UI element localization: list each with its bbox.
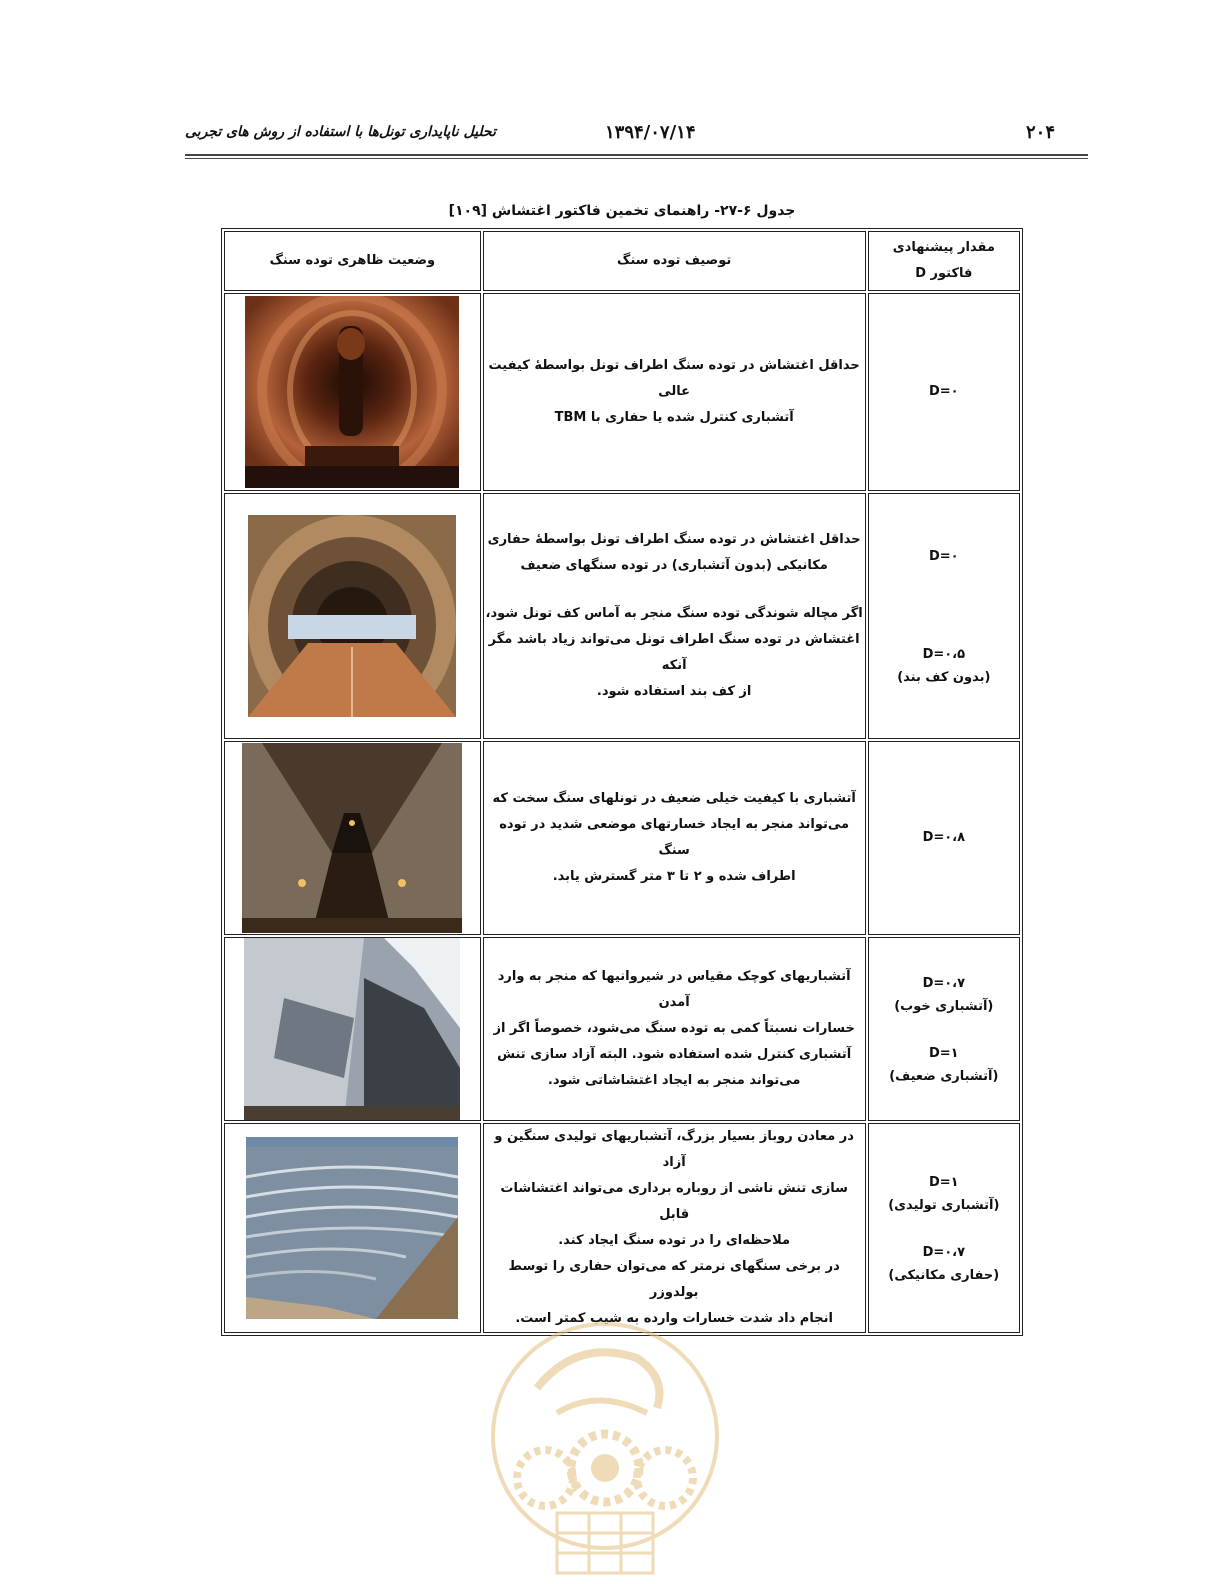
rock-slope-photo — [244, 938, 460, 1120]
page-header — [185, 120, 1055, 150]
tbm-tunnel-photo — [245, 296, 459, 488]
d-value-cell: D=۰،۸ — [868, 741, 1020, 935]
image-cell — [224, 937, 481, 1121]
header-description: توصیف توده سنگ — [483, 231, 866, 291]
table-row — [224, 1123, 1020, 1333]
table-row — [224, 741, 1020, 935]
blasted-tunnel-photo — [242, 743, 462, 933]
header-d-factor: مقدار پیشنهادی فاکتور D — [868, 231, 1020, 291]
header-date: ۱۳۹۴/۰۷/۱۴ — [605, 122, 696, 143]
table-caption: جدول ۶-۲۷- راهنمای تخمین فاکتور اغتشاش [۱۰۹] — [448, 203, 796, 219]
table-header-row — [224, 231, 1020, 291]
d-value-cell: D=۰،۷ (آتشباری خوب) D=۱ (آتشباری ضعیف) — [868, 937, 1020, 1121]
description-cell: آتشباریهای کوچک مقیاس در شیروانیها که منجر به وارد آمدن خسارات نسبتاً کمی به توده سنگ می‌شود، خصوصاً اگر از آتشباری کنترل شده استفاده شود. البته آزاد سازی تنش می‌تواند منجر به ایجاد اغتشاشاتی شود. — [483, 937, 866, 1121]
header-appearance: وضعیت ظاهری توده سنگ — [224, 231, 481, 291]
image-cell — [224, 741, 481, 935]
publisher-logo-seal — [487, 1318, 723, 1584]
mechanical-excavation-tunnel-photo — [248, 515, 456, 717]
image-cell — [224, 493, 481, 739]
running-title: تحلیل ناپایداری تونل‌ها با استفاده از روش های تجربی — [185, 124, 496, 140]
d-value-cell: D=۰ — [868, 293, 1020, 491]
disturbance-factor-table — [221, 228, 1023, 1336]
description-cell: حداقل اغتشاش در توده سنگ اطراف تونل بواسطۀ کیفیت عالی آتشباری کنترل شده یا حفاری با TBM — [483, 293, 866, 491]
d-value-cell: D=۱ (آتشباری تولیدی) D=۰،۷ (حفاری مکانیکی) — [868, 1123, 1020, 1333]
table-row — [224, 937, 1020, 1121]
header-rule — [185, 154, 1088, 156]
table-row — [224, 493, 1020, 739]
description-cell: آتشباری با کیفیت خیلی ضعیف در تونلهای سنگ سخت که می‌تواند منجر به ایجاد خسارتهای موضعی شدید در توده سنگ اطراف شده و ۲ تا ۳ متر گسترش یابد. — [483, 741, 866, 935]
table-row — [224, 293, 1020, 491]
description-cell: در معادن روباز بسیار بزرگ، آتشباریهای تولیدی سنگین و آزاد سازی تنش ناشی از روباره برداری می‌تواند اغتشاشات قابل ملاحظه‌ای را در توده سنگ ایجاد کند. در برخی سنگهای نرمتر که می‌توان حفاری را توسط بولدوزر انجام داد شدت خسارات وارده به شیب کمتر است. — [483, 1123, 866, 1333]
description-cell: حداقل اغتشاش در توده سنگ اطراف تونل بواسطۀ حفاری مکانیکی (بدون آتشباری) در توده سنگهای ضعیف اگر مچاله شوندگی توده سنگ منجر به آماس کف تونل شود، اغتشاش در توده سنگ اطراف تونل می‌تواند زیاد باشد مگر آنکه از کف بند استفاده شود. — [483, 493, 866, 739]
image-cell — [224, 293, 481, 491]
page-number: ۲۰۴ — [1025, 122, 1055, 143]
open-pit-mine-photo — [246, 1137, 458, 1319]
d-value-cell: D=۰ D=۰،۵ (بدون کف بند) — [868, 493, 1020, 739]
header-rule-thin — [185, 158, 1088, 159]
image-cell — [224, 1123, 481, 1333]
